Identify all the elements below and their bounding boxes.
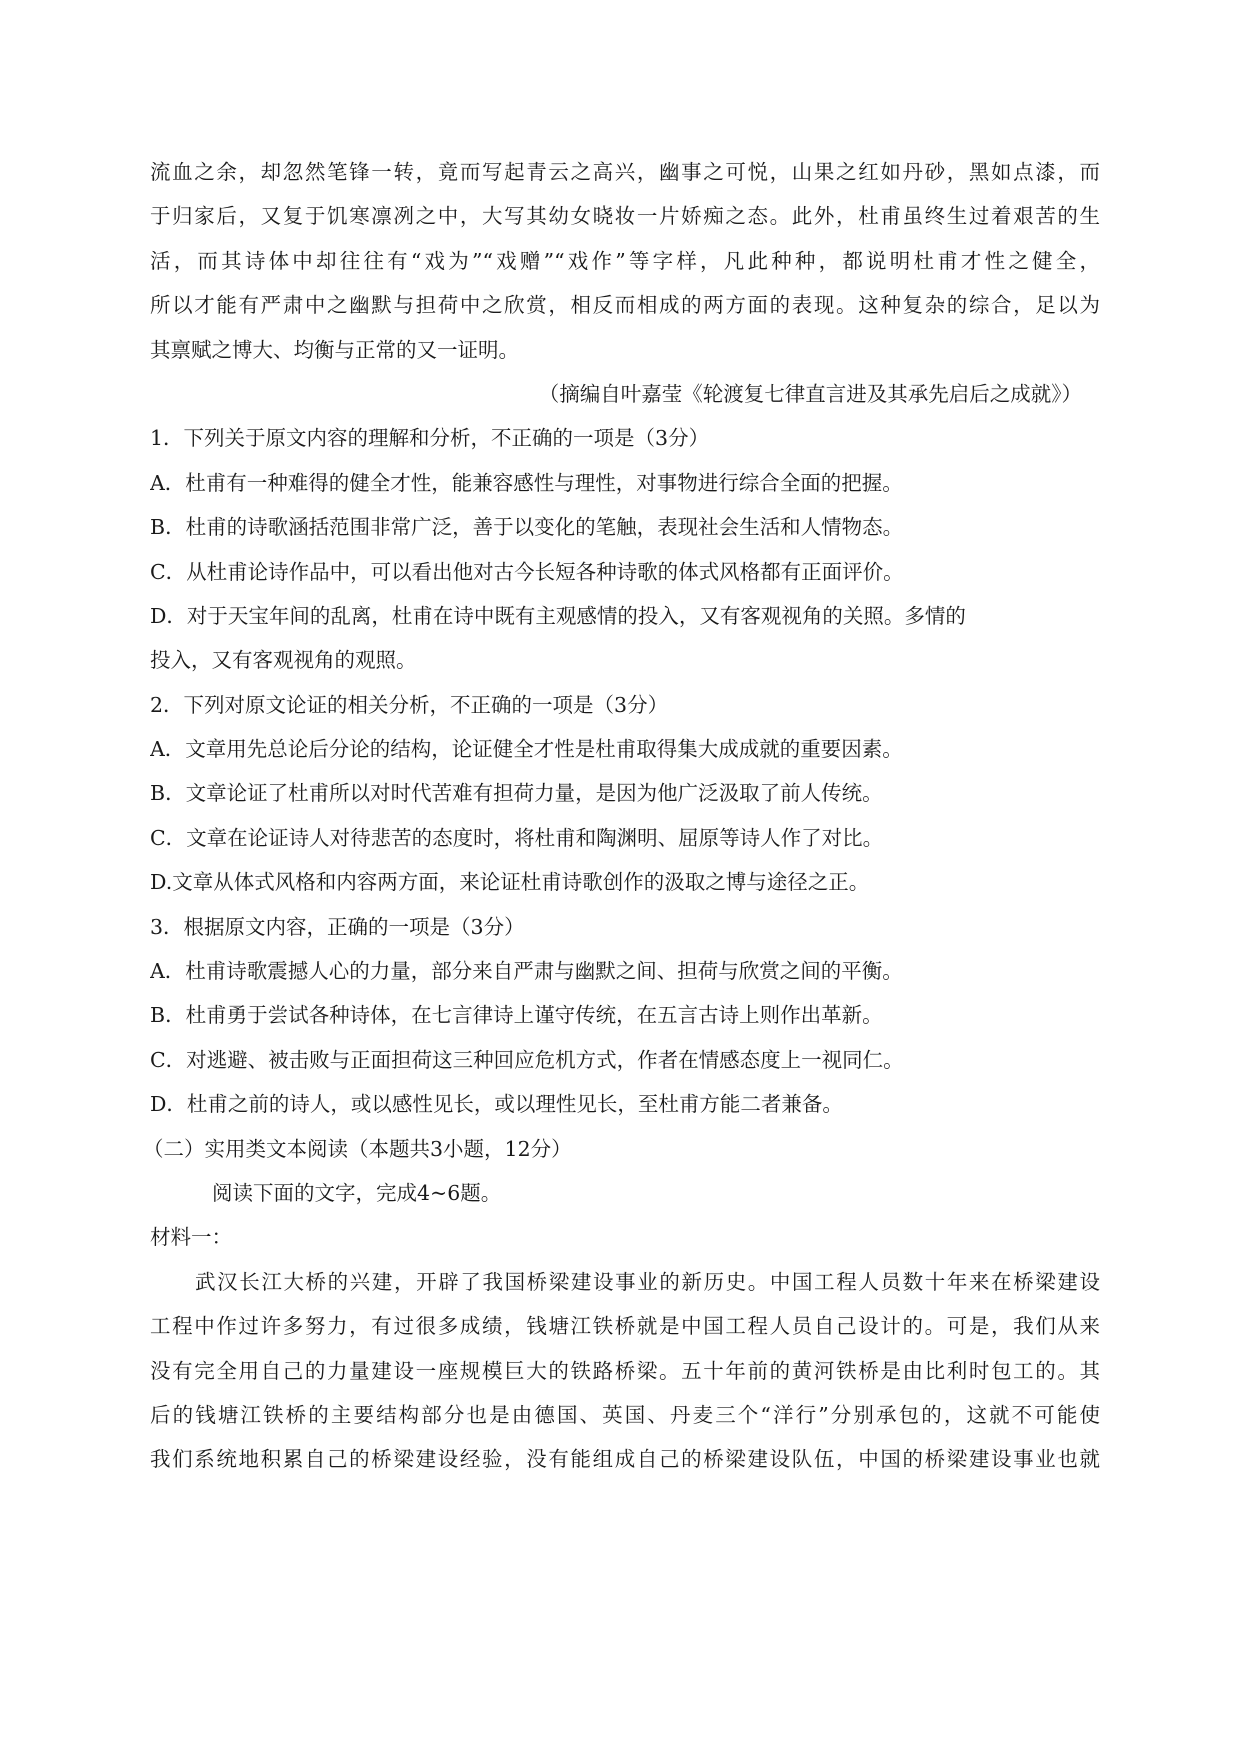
option-b: B．杜甫的诗歌涵括范围非常广泛，善于以变化的笔触，表现社会生活和人情物态。: [150, 515, 904, 540]
passage-continuation: [150, 150, 1100, 416]
material-line: 武汉长江大桥的兴建，开辟了我国桥梁建设事业的新历史。中国工程人员数十年来在桥梁建设: [195, 1269, 1100, 1294]
option-a: A．杜甫诗歌震撼人心的力量，部分来自严肃与幽默之间、担荷与欣赏之间的平衡。: [150, 959, 903, 984]
question-3: [150, 905, 1100, 1127]
passage-line: 流血之余，却忽然笔锋一转，竟而写起青云之高兴，幽事之可悦，山果之红如丹砂，黑如点漆，而: [150, 160, 1100, 184]
option-c: C．文章在论证诗人对待悲苦的态度时，将杜甫和陶渊明、屈原等诗人作了对比。: [150, 825, 884, 850]
material-line: 后的钱塘江铁桥的主要结构部分也是由德国、英国、丹麦三个“洋行”分别承包的，这就不可能使: [150, 1402, 1100, 1427]
option-a: A．杜甫有一种难得的健全才性，能兼容感性与理性，对事物进行综合全面的把握。: [150, 470, 903, 495]
option-b: B．文章论证了杜甫所以对时代苦难有担荷力量，是因为他广泛汲取了前人传统。: [150, 781, 883, 806]
instruction: 阅读下面的文字，完成4~6题。: [212, 1180, 502, 1205]
option-d: D．对于天宝年间的乱离，杜甫在诗中既有主观感情的投入，又有客观视角的关照。多情的: [150, 603, 966, 628]
question-stem: 2．下列对原文论证的相关分析，不正确的一项是（3分）: [150, 692, 669, 717]
section-2: [143, 1127, 1100, 1482]
option-d: D.文章从体式风格和内容两方面，来论证杜甫诗歌创作的汲取之博与途径之正。: [150, 870, 870, 895]
material-line: 没有完全用自己的力量建设一座规模巨大的铁路桥梁。五十年前的黄河铁桥是由比利时包工的。其: [150, 1358, 1100, 1383]
option-c: C．对逃避、被击败与正面担荷这三种回应危机方式，作者在情感态度上一视同仁。: [150, 1047, 904, 1072]
option-d-continuation: 投入，又有客观视角的观照。: [150, 648, 417, 673]
passage-line: 其禀赋之博大、均衡与正常的又一证明。: [150, 337, 519, 362]
material-line: 工程中作过许多努力，有过很多成绩，钱塘江铁桥就是中国工程人员自己设计的。可是，我们从来: [150, 1314, 1100, 1339]
passage-line: 所以才能有严肃中之幽默与担荷中之欣赏，相反而相成的两方面的表现。这种复杂的综合，足以为: [150, 293, 1100, 318]
option-b: B．杜甫勇于尝试各种诗体，在七言律诗上谨守传统，在五言古诗上则作出革新。: [150, 1003, 883, 1028]
question-1: [150, 416, 1100, 682]
question-stem: 1．下列关于原文内容的理解和分析，不正确的一项是（3分）: [150, 426, 710, 451]
option-d: D．杜甫之前的诗人，或以感性见长，或以理性见长，至杜甫方能二者兼备。: [150, 1092, 843, 1117]
question-stem: 3．根据原文内容，正确的一项是（3分）: [150, 914, 525, 939]
passage-line: 活，而其诗体中却往往有“戏为”“戏赠”“戏作”等字样，凡此种种，都说明杜甫才性之健全，: [150, 248, 1100, 273]
material-line: 我们系统地积累自己的桥梁建设经验，没有能组成自己的桥梁建设队伍，中国的桥梁建设事业也就: [150, 1447, 1100, 1472]
section-heading: （二）实用类文本阅读（本题共3小题，12分）: [143, 1136, 572, 1161]
option-c: C．从杜甫论诗作品中，可以看出他对古今长短各种诗歌的体式风格都有正面评价。: [150, 559, 904, 584]
option-a: A．文章用先总论后分论的结构，论证健全才性是杜甫取得集大成成就的重要因素。: [150, 737, 903, 762]
source-citation: （摘编自叶嘉莹《轮渡复七律直言进及其承先启后之成就》）: [538, 381, 1082, 406]
document-page: [143, 150, 1100, 1482]
question-2: [150, 683, 1100, 905]
material-label: 材料一：: [150, 1225, 232, 1250]
passage-line: 于归家后，又复于饥寒凛冽之中，大写其幼女晓妆一片娇痴之态。此外，杜甫虽终生过着艰苦的生: [150, 204, 1100, 229]
